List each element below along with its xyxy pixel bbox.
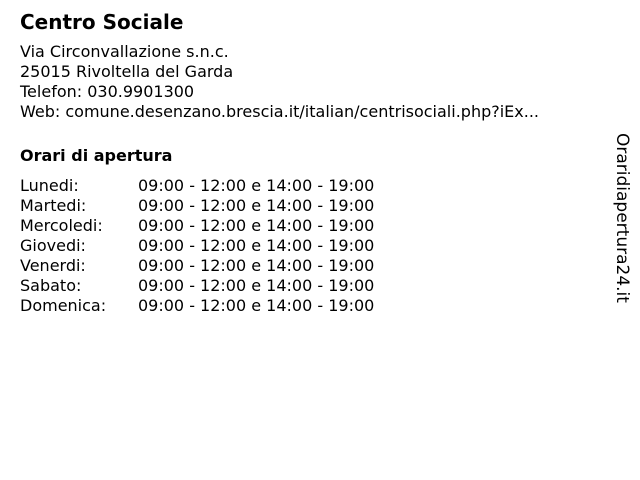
day-label: Lunedi:	[20, 176, 79, 195]
day-label: Sabato:	[20, 276, 82, 295]
hours-row	[20, 236, 374, 256]
address-city: 25015 Rivoltella del Garda	[20, 62, 234, 81]
day-hours: 09:00 - 12:00 e 14:00 - 19:00	[138, 276, 375, 295]
hours-row	[20, 296, 374, 316]
hours-row	[20, 196, 374, 216]
place-title: Centro Sociale	[20, 10, 184, 34]
web-line: Web: comune.desenzano.brescia.it/italian/centrisociali.php?iEx...	[20, 102, 540, 121]
day-hours: 09:00 - 12:00 e 14:00 - 19:00	[138, 256, 375, 275]
day-label: Martedi:	[20, 196, 87, 215]
hours-row	[20, 276, 374, 296]
day-hours: 09:00 - 12:00 e 14:00 - 19:00	[138, 236, 375, 255]
day-hours: 09:00 - 12:00 e 14:00 - 19:00	[138, 176, 375, 195]
hours-row	[20, 176, 374, 196]
phone-line: Telefon: 030.9901300	[20, 82, 195, 101]
day-label: Mercoledi:	[20, 216, 103, 235]
address-street: Via Circonvallazione s.n.c.	[20, 42, 229, 61]
day-label: Venerdi:	[20, 256, 86, 275]
day-label: Giovedi:	[20, 236, 86, 255]
hours-row	[20, 256, 374, 276]
day-label: Domenica:	[20, 296, 107, 315]
hours-row	[20, 216, 374, 236]
day-hours: 09:00 - 12:00 e 14:00 - 19:00	[138, 196, 375, 215]
opening-hours-table	[20, 176, 374, 316]
day-hours: 09:00 - 12:00 e 14:00 - 19:00	[138, 216, 375, 235]
watermark-text: Oraridiapertura24.it	[612, 133, 632, 303]
opening-hours-heading: Orari di apertura	[20, 146, 173, 165]
place-card	[20, 10, 600, 316]
day-hours: 09:00 - 12:00 e 14:00 - 19:00	[138, 296, 375, 315]
